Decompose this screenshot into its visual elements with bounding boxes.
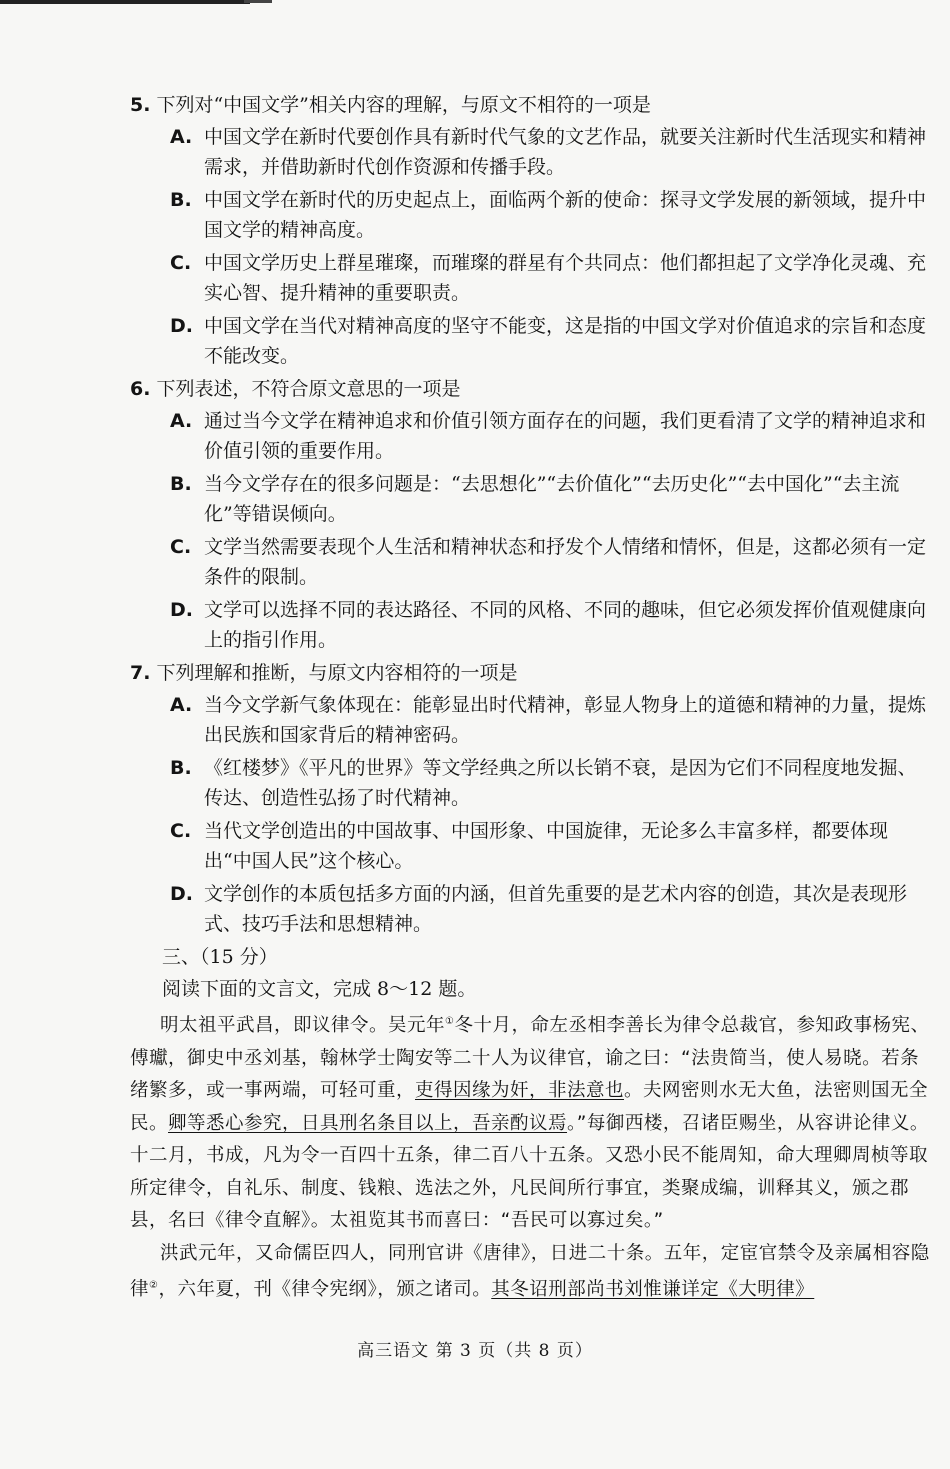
option-text: 《红楼梦》《平凡的世界》等文学经典之所以长销不衰，是因为它们不同程度地发掘、传达、创造性弘扬了时代精神。 — [204, 757, 917, 809]
page-footer: 高三语文 第 3 页（共 8 页） — [357, 1341, 593, 1361]
option-text: 当今文学新气象体现在：能彰显出时代精神，彰显人物身上的道德和精神的力量，提炼出民族和国家背后的精神密码。 — [204, 694, 927, 746]
question-number: 6. — [130, 378, 151, 400]
option-7a — [170, 690, 932, 750]
option-label: B. — [170, 757, 192, 779]
section-heading: 三、（15 分） — [162, 946, 278, 968]
option-text: 中国文学在当代对精神高度的坚守不能变，这是指的中国文学对价值追求的宗旨和态度不能改变。 — [204, 315, 927, 367]
question-7 — [130, 658, 930, 688]
classical-passage-paragraph-2 — [130, 1238, 932, 1307]
question-number: 5. — [130, 94, 151, 116]
underlined-sentence-3: 其冬诏刑部尚书刘惟谦详定《大明律》 — [491, 1279, 815, 1301]
option-text: 中国文学在新时代要创作具有新时代气象的文艺作品，就要关注新时代生活现实和精神需求，并借助新时代创作资源和传播手段。 — [204, 126, 927, 178]
option-text: 通过当今文学在精神追求和价值引领方面存在的问题，我们更看清了文学的精神追求和价值引领的重要作用。 — [204, 410, 927, 462]
exam-page — [0, 90, 950, 1307]
option-6d — [170, 595, 932, 655]
question-6 — [130, 374, 930, 404]
passage-text: 洪武元年，又命儒臣四人，同刑官讲《唐律》，日进二十条。五年，定宦官禁令及亲属相容隐律 — [130, 1242, 930, 1301]
question-5 — [130, 90, 930, 120]
option-label: B. — [170, 473, 192, 495]
option-label: C. — [170, 252, 192, 274]
question-stem: 下列理解和推断，与原文内容相符的一项是 — [156, 662, 518, 684]
option-7d — [170, 879, 932, 939]
footnote-mark: ② — [149, 1280, 159, 1292]
option-label: B. — [170, 189, 192, 211]
passage-text: 明太祖平武昌，即议律令。吴元年 — [160, 1015, 446, 1037]
option-text: 当今文学存在的很多问题是：“去思想化”“去价值化”“去历史化”“去中国化”“去主流化”等错误倾向。 — [204, 473, 900, 525]
question-stem: 下列对“中国文学”相关内容的理解，与原文不相符的一项是 — [156, 94, 651, 116]
passage-text: ，六年夏，刊《律令宪纲》，颁之诸司。 — [158, 1279, 492, 1301]
scan-top-mark — [244, 0, 272, 3]
scan-top-edge — [0, 0, 250, 4]
passage-text: 冬十月，命左丞相李善长为律令总裁官，参知政事杨宪、傅瓛，御史中丞刘基，翰林学士陶安等二十人为议律官，谕之曰：“法贵简当，使人易晓。若条绪繁多，或一事两端，可轻可重， — [130, 1015, 930, 1102]
option-text: 中国文学历史上群星璀璨，而璀璨的群星有个共同点：他们都担起了文学净化灵魂、充实心智、提升精神的重要职责。 — [204, 252, 927, 304]
option-label: A. — [170, 410, 193, 432]
option-text: 中国文学在新时代的历史起点上，面临两个新的使命：探寻文学发展的新领域，提升中国文学的精神高度。 — [204, 189, 927, 241]
option-label: C. — [170, 536, 192, 558]
option-label: A. — [170, 126, 193, 148]
footnote-mark: ① — [445, 1016, 455, 1027]
underlined-sentence-2: 卿等悉心参究，日具刑名条目以上，吾亲酌议焉 — [168, 1112, 568, 1134]
option-5b — [170, 185, 932, 245]
option-text: 当代文学创造出的中国故事、中国形象、中国旋律，无论多么丰富多样，都要体现出“中国人民”这个核心。 — [204, 820, 889, 872]
option-7b — [170, 753, 932, 813]
option-text: 文学可以选择不同的表达路径、不同的风格、不同的趣味，但它必须发挥价值观健康向上的指引作用。 — [204, 599, 927, 651]
section-instruction: 阅读下面的文言文，完成 8～12 题。 — [162, 978, 477, 1000]
option-text: 文学当然需要表现个人生活和精神状态和抒发个人情绪和情怀，但是，这都必须有一定条件的限制。 — [204, 536, 927, 588]
option-7c — [170, 816, 932, 876]
question-stem: 下列表述，不符合原文意思的一项是 — [156, 378, 461, 400]
passage-text: 。”每御西楼，召诸臣赐坐，从容讲论律义。十二月，书成，凡为令一百四十五条，律二百八十五条。又恐小民不能周知，命大理卿周桢等取所定律令，自礼乐、制度、钱粮、选法之外，凡民间所行事宜，类聚成编，训释其义，颁之郡县，名曰《律令直解》。太祖览其书而喜曰：“吾民可以寡过矣。” — [130, 1112, 929, 1232]
option-5c — [170, 248, 932, 308]
option-5d — [170, 311, 932, 371]
question-number: 7. — [130, 662, 151, 684]
option-text: 文学创作的本质包括多方面的内涵，但首先重要的是艺术内容的创造，其次是表现形式、技巧手法和思想精神。 — [204, 883, 908, 935]
option-6c — [170, 532, 932, 592]
passage-text: 。夫网密则水无大鱼，法密则国无全民。 — [130, 1080, 929, 1134]
option-label: A. — [170, 694, 193, 716]
underlined-sentence-1: 吏得因缘为奸，非法意也 — [415, 1080, 625, 1102]
classical-passage-paragraph-1 — [130, 1006, 932, 1238]
option-6b — [170, 469, 932, 529]
option-6a — [170, 406, 932, 466]
option-label: C. — [170, 820, 192, 842]
option-label: D. — [170, 599, 193, 621]
option-label: D. — [170, 883, 193, 905]
option-5a — [170, 122, 932, 182]
option-label: D. — [170, 315, 193, 337]
